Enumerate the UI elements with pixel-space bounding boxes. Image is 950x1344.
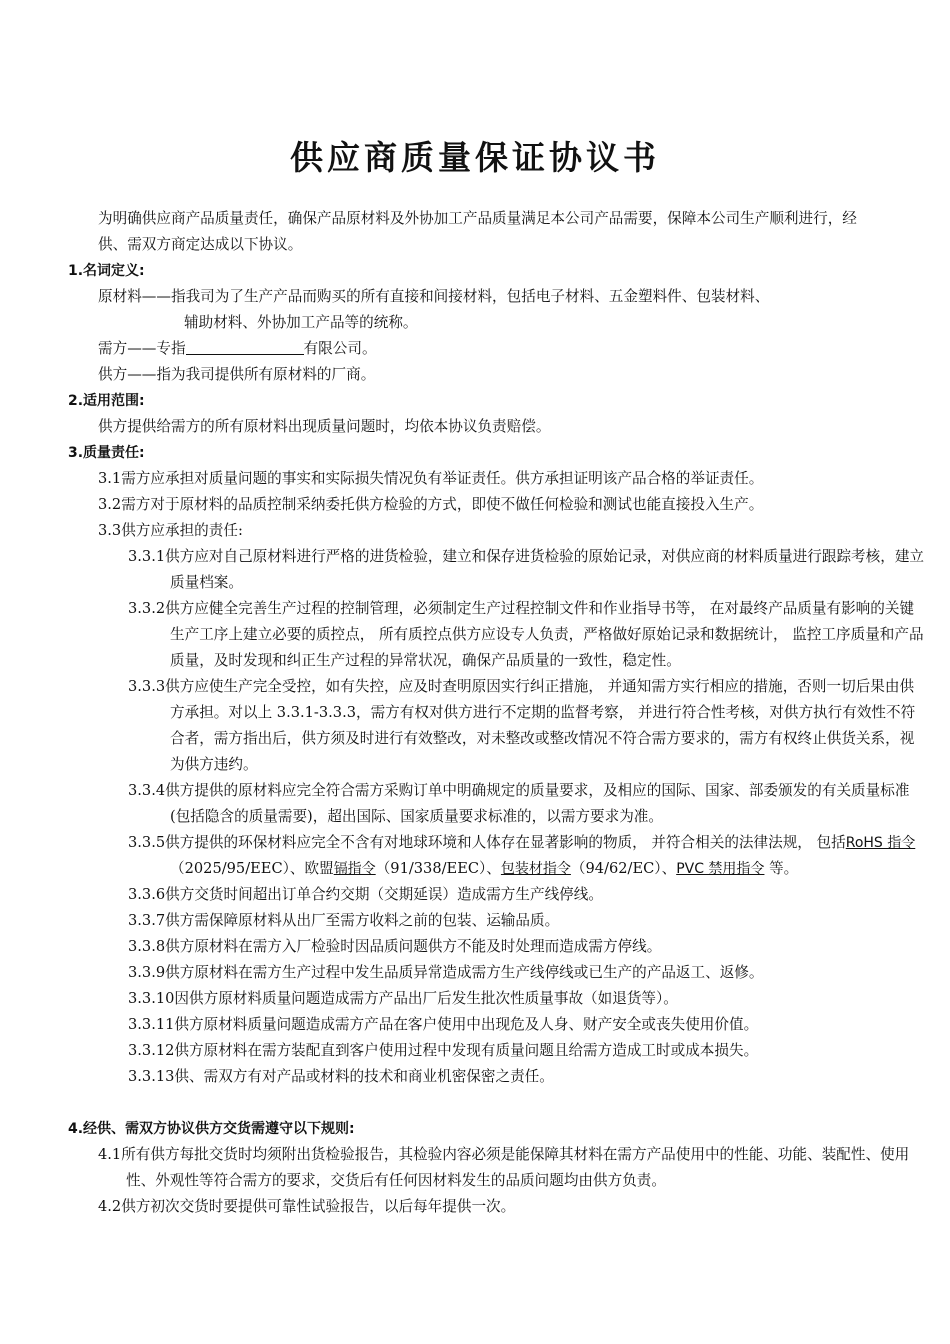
clause-3-3-4: 3.3.4供方提供的原材料应完全符合需方采购订单中明确规定的质量要求，及相应的国际、国家、部委颁发的有关质量标准(包括隐含的质量需要)，超出国际、国家质量要求标准的，以需方要求为准。	[128, 782, 910, 825]
clause-3-3-1: 3.3.1供方应对自己原材料进行严格的进货检验，建立和保存进货检验的原始记录，对供应商的材料质量进行跟踪考核，建立质量档案。	[128, 548, 925, 591]
definition-demand-suffix: 有限公司。	[303, 340, 377, 357]
definition-supply: 供方——指为我司提供所有原材料的厂商。	[98, 366, 376, 383]
clause-3-3-5	[128, 830, 924, 882]
clause-3-3-13: 3.3.13供、需双方有对产品或材料的技术和商业机密保密之责任。	[128, 1068, 554, 1085]
clause-4-1: 4.1所有供方每批交货时均须附出货检验报告，其检验内容必须是能保障其材料在需方产品使用中的性能、功能、装配性、使用性、外观性等符合需方的要求，交货后有任何因材料发生的品质问题均由供方负责。	[98, 1146, 910, 1189]
clause-3-3-9: 3.3.9供方原材料在需方生产过程中发生品质异常造成需方生产线停线或已生产的产品返工、返修。	[128, 964, 764, 981]
section-4-heading: 4.经供、需双方协议供方交货需遵守以下规则:	[68, 1121, 355, 1137]
clause-3-3-5-text-c: （91/338/EEC）、	[375, 860, 501, 877]
document-body	[0, 206, 950, 1220]
clause-3-3-12: 3.3.12供方原材料在需方装配直到客户使用过程中发现有质量问题且给需方造成工时或成本损失。	[128, 1042, 759, 1059]
definition-demand	[98, 336, 878, 362]
definition-raw-material	[98, 284, 878, 310]
document-title: 供应商质量保证协议书	[290, 138, 660, 177]
clause-3-2: 3.2需方对于原材料的品质控制采纳委托供方检验的方式，即使不做任何检验和测试也能直接投入生产。	[98, 496, 764, 513]
clause-3-3-5-text-e: 等。	[764, 860, 799, 877]
cadmium-directive-link: 镉指令	[333, 861, 376, 877]
clause-3-3-10: 3.3.10因供方原材料质量问题造成需方产品出厂后发生批次性质量事故（如退货等）。	[128, 990, 678, 1007]
section-spacer	[0, 1090, 950, 1116]
rohs-directive-link: RoHS 指令	[845, 835, 916, 851]
pvc-directive-link: PVC 禁用指令	[676, 861, 765, 877]
clause-4-2: 4.2供方初次交货时要提供可靠性试验报告，以后每年提供一次。	[98, 1198, 516, 1215]
clause-3-3-5-text-b: （2025/95/EEC）、欧盟	[170, 860, 334, 877]
clause-3-1: 3.1需方应承担对质量问题的事实和实际损失情况负有举证责任。供方承担证明该产品合格的举证责任。	[98, 470, 764, 487]
section-1-heading: 1.名词定义:	[68, 263, 145, 279]
clause-3-3-8: 3.3.8供方原材料在需方入厂检验时因品质问题供方不能及时处理而造成需方停线。	[128, 938, 662, 955]
clause-3-3-6: 3.3.6供方交货时间超出订单合约交期（交期延误）造成需方生产线停线。	[128, 886, 603, 903]
definition-raw-material-line1: 原材料——指我司为了生产产品而购买的所有直接和间接材料，包括电子材料、五金塑料件、包装材料、	[98, 288, 770, 305]
definition-raw-material-line2: 辅助材料、外协加工产品等的统称。	[184, 314, 418, 331]
clause-3-3-2: 3.3.2供方应健全完善生产过程的控制管理，必须制定生产过程控制文件和作业指导书等， 在对最终产品质量有影响的关键生产工序上建立必要的质控点， 所有质控点供方应设专人负责，严格做好原始记录和数据统计， 监控工序质量和产品质量，及时发现和纠正生产过程的异常状况，确保产品质量的一致性，稳定性。	[128, 600, 924, 669]
section-3-heading: 3.质量责任:	[68, 445, 145, 461]
company-name-blank	[186, 338, 304, 355]
intro-paragraph: 为明确供应商产品质量责任，确保产品原材料及外协加工产品质量满足本公司产品需要，保障本公司生产顺利进行，经供、需双方商定达成以下协议。	[98, 210, 857, 253]
packaging-directive-link: 包装材指令	[500, 861, 571, 877]
definition-demand-prefix: 需方——专指	[98, 340, 186, 357]
clause-3-3: 3.3供方应承担的责任:	[98, 522, 243, 539]
clause-3-3-11: 3.3.11供方原材料质量问题造成需方产品在客户使用中出现危及人身、财产安全或丧失使用价值。	[128, 1016, 759, 1033]
clause-3-3-7: 3.3.7供方需保障原材料从出厂至需方收料之前的包装、运输品质。	[128, 912, 560, 929]
clause-3-3-5-text-d: （94/62/EC）、	[570, 860, 677, 877]
clause-3-3-3: 3.3.3供方应使生产完全受控，如有失控，应及时查明原因实行纠正措施， 并通知需方实行相应的措施，否则一切后果由供方承担。对以上 3.3.1-3.3.3，需方有权对供方进行不定期的监督考察， 并进行符合性考核，对供方执行有效性不符合者，需方指出后，供方须及时进行有效整改，对未整改或整改情况不符合需方要求的，需方有权终止供货关系，视为供方违约。	[128, 678, 916, 773]
clause-3-3-5-text-a: 3.3.5供方提供的环保材料应完全不含有对地球环境和人体存在显著影响的物质， 并符合相关的法律法规， 包括	[128, 834, 846, 851]
section-2-heading: 2.适用范围:	[68, 393, 145, 409]
section-2-text: 供方提供给需方的所有原材料出现质量问题时，均依本协议负责赔偿。	[98, 418, 551, 435]
